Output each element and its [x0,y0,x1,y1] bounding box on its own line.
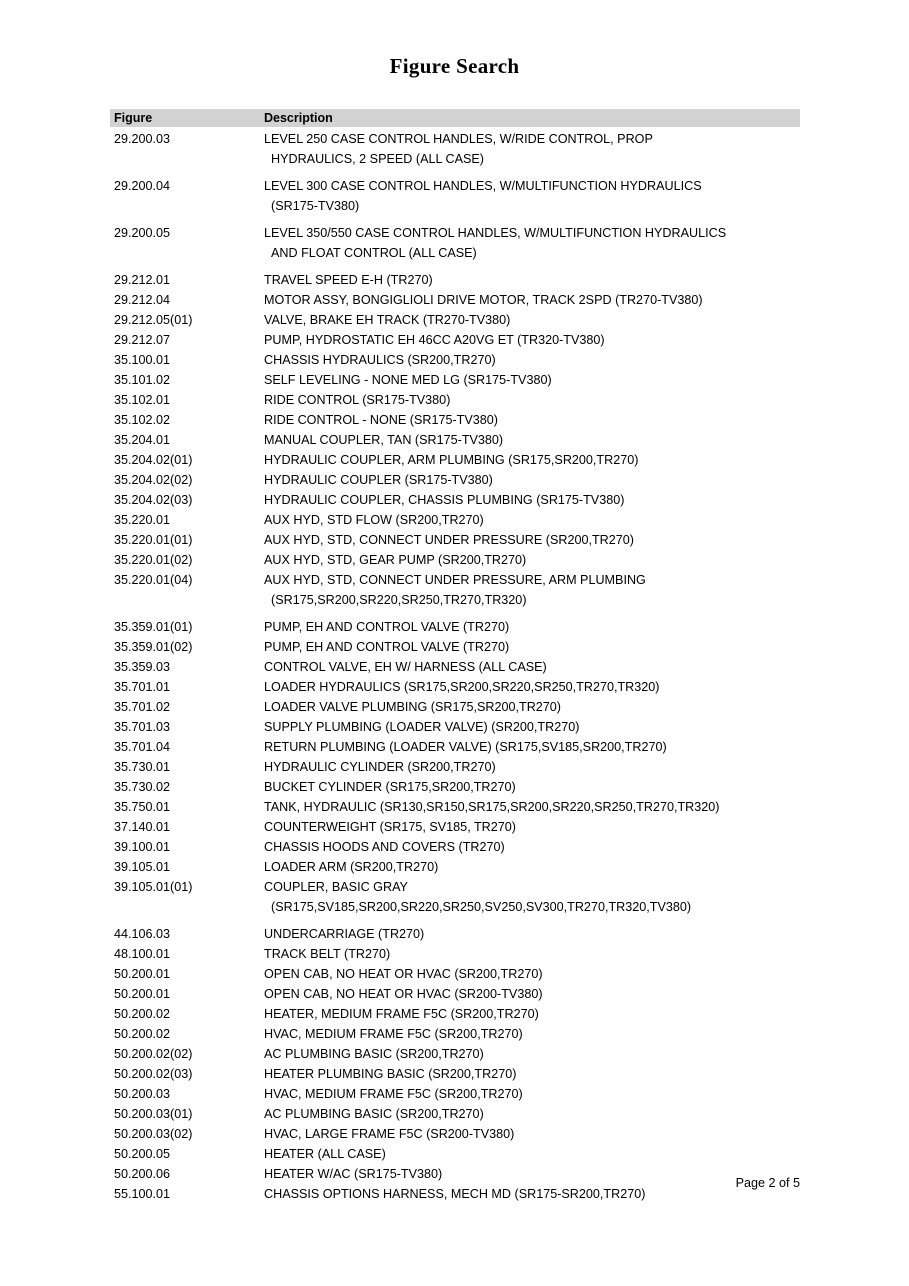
description-cell [262,330,800,350]
description-cell [262,1144,800,1164]
table-row[interactable] [110,310,800,330]
figure-code-cell[interactable]: 29.200.03 [114,132,171,146]
description-cell [262,510,800,530]
table-row[interactable] [110,450,800,470]
figure-code-cell[interactable]: 35.101.02 [114,373,171,387]
description-line: HVAC, LARGE FRAME F5C (SR200-TV380) [264,1127,515,1141]
description-line: HEATER, MEDIUM FRAME F5C (SR200,TR270) [264,1007,539,1021]
description-line: AUX HYD, STD, GEAR PUMP (SR200,TR270) [264,553,527,567]
description-line: HEATER PLUMBING BASIC (SR200,TR270) [264,1067,517,1081]
figure-code-cell[interactable]: 35.102.01 [114,393,171,407]
description-cell [262,1064,800,1084]
figure-code-cell[interactable]: 35.359.03 [114,660,171,674]
description-cell [262,1124,800,1144]
description-cell [262,737,800,757]
figure-code-cell[interactable]: 35.100.01 [114,353,171,367]
description-cell [262,817,800,837]
description-line: RIDE CONTROL - NONE (SR175-TV380) [264,413,498,427]
figure-code-cell[interactable]: 29.200.05 [114,226,171,240]
table-row[interactable] [110,176,800,216]
description-line: HYDRAULIC CYLINDER (SR200,TR270) [264,760,496,774]
figure-code-cell[interactable]: 35.701.01 [114,680,171,694]
description-line: AC PLUMBING BASIC (SR200,TR270) [264,1047,484,1061]
figure-code-cell[interactable]: 39.105.01(01) [114,880,193,894]
description-cell [262,697,800,717]
description-cell [262,837,800,857]
description-line: VALVE, BRAKE EH TRACK (TR270-TV380) [264,313,511,327]
figure-code-cell[interactable]: 50.200.03 [114,1087,171,1101]
description-line: AUX HYD, STD, CONNECT UNDER PRESSURE, ARM PLUMBING [264,573,646,587]
description-line: CONTROL VALVE, EH W/ HARNESS (ALL CASE) [264,660,547,674]
table-row[interactable] [110,430,800,450]
figure-search-table [110,109,800,1204]
table-row[interactable] [110,1024,800,1044]
description-continuation-line: AND FLOAT CONTROL (ALL CASE) [271,246,477,260]
description-line: LOADER HYDRAULICS (SR175,SR200,SR220,SR250,TR270,TR320) [264,680,660,694]
description-cell [262,777,800,797]
table-row[interactable] [110,570,800,610]
table-row[interactable] [110,1104,800,1124]
figure-code-cell[interactable]: 50.200.03(02) [114,1127,193,1141]
table-row[interactable] [110,550,800,570]
description-line: HEATER (ALL CASE) [264,1147,386,1161]
description-line: PUMP, EH AND CONTROL VALVE (TR270) [264,640,510,654]
description-cell [262,270,800,290]
table-row[interactable] [110,1004,800,1024]
table-row[interactable] [110,1064,800,1084]
figure-code-cell[interactable]: 39.100.01 [114,840,171,854]
description-cell [262,677,800,697]
description-line: COUNTERWEIGHT (SR175, SV185, TR270) [264,820,516,834]
figure-code-cell[interactable]: 50.200.06 [114,1167,171,1181]
table-row[interactable] [110,1084,800,1104]
description-line: PUMP, HYDROSTATIC EH 46CC A20VG ET (TR320-TV380) [264,333,605,347]
description-cell [262,717,800,737]
figure-code-cell[interactable]: 48.100.01 [114,947,171,961]
figure-code-cell[interactable]: 35.730.02 [114,780,171,794]
figure-code-cell[interactable]: 29.212.01 [114,273,171,287]
table-row[interactable] [110,944,800,964]
description-line: HVAC, MEDIUM FRAME F5C (SR200,TR270) [264,1087,523,1101]
table-row[interactable] [110,777,800,797]
table-row[interactable] [110,290,800,310]
figure-code-cell[interactable]: 50.200.02(03) [114,1067,193,1081]
description-line: MANUAL COUPLER, TAN (SR175-TV380) [264,433,504,447]
description-line: HYDRAULIC COUPLER (SR175-TV380) [264,473,493,487]
table-row[interactable] [110,510,800,530]
description-line: RIDE CONTROL (SR175-TV380) [264,393,451,407]
description-line: LEVEL 300 CASE CONTROL HANDLES, W/MULTIFUNCTION HYDRAULICS [264,179,702,193]
column-header-figure: Figure [114,111,153,125]
description-line: TANK, HYDRAULIC (SR130,SR150,SR175,SR200,SR220,SR250,TR270,TR320) [264,800,720,814]
figure-code-cell[interactable]: 50.200.01 [114,987,171,1001]
description-cell [262,617,800,637]
description-cell [262,430,800,450]
table-row[interactable] [110,757,800,777]
description-line: OPEN CAB, NO HEAT OR HVAC (SR200-TV380) [264,987,543,1001]
page-footer: Page 2 of 5 [735,1176,800,1190]
description-cell [262,1004,800,1024]
table-row[interactable] [110,617,800,637]
description-cell [262,370,800,390]
description-cell [262,570,800,610]
description-cell [262,1104,800,1124]
description-cell [262,1024,800,1044]
description-line: AUX HYD, STD FLOW (SR200,TR270) [264,513,484,527]
description-line: RETURN PLUMBING (LOADER VALVE) (SR175,SV185,SR200,TR270) [264,740,667,754]
description-line: LOADER VALVE PLUMBING (SR175,SR200,TR270) [264,700,561,714]
table-row[interactable] [110,390,800,410]
table-row[interactable] [110,657,800,677]
table-row[interactable] [110,490,800,510]
table-row[interactable] [110,330,800,350]
description-line: SUPPLY PLUMBING (LOADER VALVE) (SR200,TR270) [264,720,580,734]
description-cell [262,984,800,1004]
description-cell [262,550,800,570]
table-row[interactable] [110,797,800,817]
description-line: LOADER ARM (SR200,TR270) [264,860,439,874]
description-cell [262,877,800,917]
description-line: LEVEL 350/550 CASE CONTROL HANDLES, W/MULTIFUNCTION HYDRAULICS [264,226,727,240]
description-line: PUMP, EH AND CONTROL VALVE (TR270) [264,620,510,634]
description-cell [262,290,800,310]
table-header-row [110,109,800,127]
figure-code-cell[interactable]: 29.212.07 [114,333,171,347]
figure-code-cell[interactable]: 35.220.01(02) [114,553,193,567]
description-cell [262,1044,800,1064]
description-line: UNDERCARRIAGE (TR270) [264,927,425,941]
description-cell [262,757,800,777]
description-cell [262,797,800,817]
description-cell [262,924,800,944]
description-line: HVAC, MEDIUM FRAME F5C (SR200,TR270) [264,1027,523,1041]
figure-code-cell[interactable]: 29.212.05(01) [114,313,193,327]
figure-code-cell[interactable]: 55.100.01 [114,1187,171,1201]
table-row[interactable] [110,717,800,737]
description-cell [262,657,800,677]
description-cell [262,637,800,657]
page-title: Figure Search [389,54,520,78]
table-row[interactable] [110,857,800,877]
figure-code-cell[interactable]: 35.220.01 [114,513,171,527]
description-cell [262,176,800,216]
table-row[interactable] [110,270,800,290]
table-row[interactable] [110,984,800,1004]
table-row[interactable] [110,223,800,263]
description-cell [262,964,800,984]
description-continuation-line: (SR175-TV380) [271,199,360,213]
description-line: MOTOR ASSY, BONGIGLIOLI DRIVE MOTOR, TRACK 2SPD (TR270-TV380) [264,293,703,307]
figure-code-cell[interactable]: 35.730.01 [114,760,171,774]
figure-code-cell[interactable]: 37.140.01 [114,820,171,834]
table-row[interactable] [110,637,800,657]
description-cell [262,450,800,470]
figure-code-cell[interactable]: 44.106.03 [114,927,171,941]
description-cell [262,223,800,263]
figure-code-cell[interactable]: 35.204.01 [114,433,171,447]
table-row[interactable] [110,410,800,430]
table-row[interactable] [110,697,800,717]
description-cell [262,350,800,370]
table-row[interactable] [110,817,800,837]
figure-code-cell[interactable]: 35.701.03 [114,720,171,734]
description-line: BUCKET CYLINDER (SR175,SR200,TR270) [264,780,516,794]
figure-code-cell[interactable]: 35.204.02(02) [114,473,193,487]
table-row[interactable] [110,677,800,697]
description-cell [262,944,800,964]
table-row[interactable] [110,1124,800,1144]
description-cell [262,530,800,550]
description-cell [262,1084,800,1104]
figure-code-cell[interactable]: 50.200.02(02) [114,1047,193,1061]
table-row[interactable] [110,837,800,857]
description-line: LEVEL 250 CASE CONTROL HANDLES, W/RIDE CONTROL, PROP [264,132,653,146]
description-line: TRAVEL SPEED E-H (TR270) [264,273,433,287]
table-row[interactable] [110,1044,800,1064]
figure-code-cell[interactable]: 39.105.01 [114,860,171,874]
description-line: OPEN CAB, NO HEAT OR HVAC (SR200,TR270) [264,967,543,981]
column-header-description: Description [264,111,333,125]
figure-code-cell[interactable]: 35.701.02 [114,700,171,714]
table-row[interactable] [110,1144,800,1164]
description-line: HEATER W/AC (SR175-TV380) [264,1167,443,1181]
description-line: CHASSIS HYDRAULICS (SR200,TR270) [264,353,496,367]
figure-code-cell[interactable]: 35.102.02 [114,413,171,427]
table-row[interactable] [110,964,800,984]
figure-code-cell[interactable]: 35.204.02(01) [114,453,193,467]
figure-code-cell[interactable]: 50.200.05 [114,1147,171,1161]
description-line: HYDRAULIC COUPLER, ARM PLUMBING (SR175,SR200,TR270) [264,453,639,467]
description-line: TRACK BELT (TR270) [264,947,391,961]
table-body [110,129,800,1204]
figure-code-cell[interactable]: 50.200.02 [114,1007,171,1021]
description-cell [262,410,800,430]
table-row[interactable] [110,924,800,944]
table-row[interactable] [110,470,800,490]
table-row[interactable] [110,737,800,757]
description-cell [262,490,800,510]
description-continuation-line: (SR175,SR200,SR220,SR250,TR270,TR320) [271,593,527,607]
description-line: SELF LEVELING - NONE MED LG (SR175-TV380) [264,373,552,387]
description-cell [262,857,800,877]
figure-code-cell[interactable]: 29.212.04 [114,293,171,307]
description-line: CHASSIS OPTIONS HARNESS, MECH MD (SR175-SR200,TR270) [264,1187,646,1201]
description-continuation-line: (SR175,SV185,SR200,SR220,SR250,SV250,SV300,TR270,TR320,TV380) [271,900,692,914]
description-continuation-line: HYDRAULICS, 2 SPEED (ALL CASE) [271,152,484,166]
description-cell [262,129,800,169]
table-row[interactable] [110,129,800,169]
figure-code-cell[interactable]: 35.359.01(01) [114,620,193,634]
table-row[interactable] [110,530,800,550]
figure-code-cell[interactable]: 29.200.04 [114,179,171,193]
table-row[interactable] [110,370,800,390]
description-line: CHASSIS HOODS AND COVERS (TR270) [264,840,505,854]
description-line: AC PLUMBING BASIC (SR200,TR270) [264,1107,484,1121]
figure-code-cell[interactable]: 35.204.02(03) [114,493,193,507]
description-line: COUPLER, BASIC GRAY [264,880,408,894]
figure-code-cell[interactable]: 35.359.01(02) [114,640,193,654]
figure-code-cell[interactable]: 35.220.01(01) [114,533,193,547]
table-row[interactable] [110,877,800,917]
description-cell [262,390,800,410]
figure-code-cell[interactable]: 50.200.03(01) [114,1107,193,1121]
figure-code-cell[interactable]: 35.701.04 [114,740,171,754]
description-line: HYDRAULIC COUPLER, CHASSIS PLUMBING (SR175-TV380) [264,493,625,507]
description-line: AUX HYD, STD, CONNECT UNDER PRESSURE (SR200,TR270) [264,533,634,547]
figure-code-cell[interactable]: 50.200.01 [114,967,171,981]
figure-code-cell[interactable]: 50.200.02 [114,1027,171,1041]
figure-code-cell[interactable]: 35.750.01 [114,800,171,814]
figure-code-cell[interactable]: 35.220.01(04) [114,573,193,587]
description-cell [262,310,800,330]
table-row[interactable] [110,350,800,370]
description-cell [262,470,800,490]
